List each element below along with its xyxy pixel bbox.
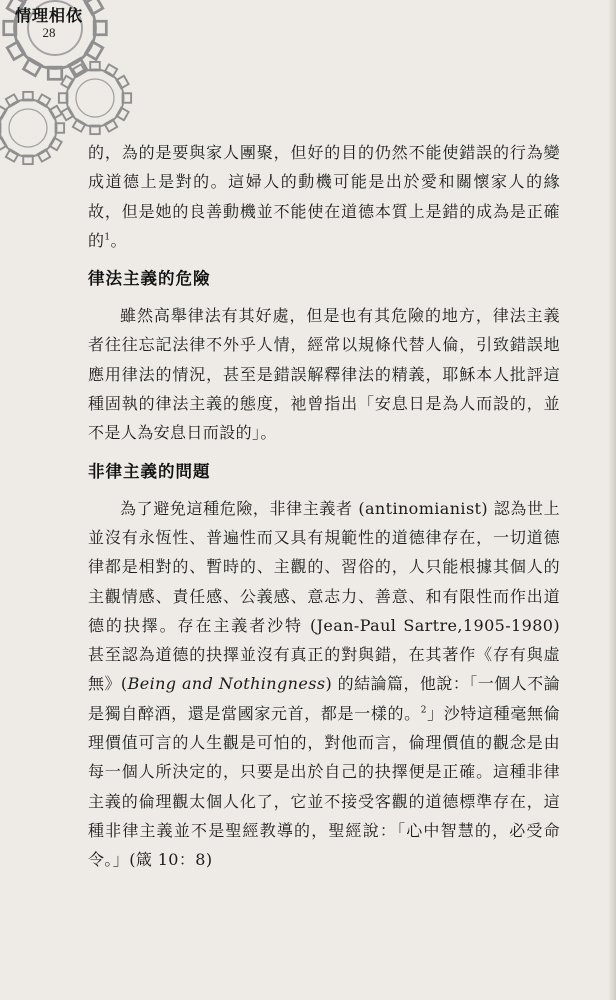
paragraph-antinomianism: [88, 494, 560, 875]
paragraph-text: 的，為的是要與家人團聚，但好的目的仍然不能使錯誤的行為變成道德上是對的。這婦人的動機可能是出於愛和關懷家人的緣故，但是她的良善動機並不能使在道德本質上是錯的成為是正確的: [88, 143, 560, 250]
book-title-italic: Being and Nothingness: [127, 674, 326, 694]
paragraph-text: ) 的結論篇，他說：「一個人不論是獨自醉酒，還是當國家元首，都是一樣的。: [88, 674, 560, 723]
footnote-ref: 1: [104, 232, 111, 243]
running-header: [8, 6, 90, 40]
page-number: 28: [42, 25, 56, 40]
paragraph-legalism: 雖然高舉律法有其好處，但是也有其危險的地方，律法主義者往往忘記法律不外乎人情，經常以規條代替人倫，引致錯誤地應用律法的情況，甚至是錯誤解釋律法的精義，耶穌本人批評這種固執的律法主義的態度，祂曾指出「安息日是為人而設的，並不是人為安息日而設的」。: [88, 306, 560, 443]
page-edge-shadow: [608, 0, 616, 1000]
paragraph-continued: [88, 138, 560, 255]
paragraph-text: 為了避免這種危險，非律主義者 (antinomianist) 認為世上並沒有永恆性、普遍性而又具有規範性的道德律存在，一切道德律都是相對的、暫時的、主觀的、習俗的，人只能根據其個人的主觀情感、責任感、公義感、意志力、善意、和有限性而作出道德的抉擇。存在主義者沙特 (Jean-Paul Sartre,1905-1980) 甚至認為道德的抉擇並沒有真正的對與錯，在其著作《存有與虛無》(: [88, 498, 560, 694]
paragraph-text: 。: [110, 230, 127, 250]
section-heading-legalism: 律法主義的危險: [88, 269, 211, 289]
section-heading-antinomianism: 非律主義的問題: [88, 461, 211, 481]
book-title: 情理相依: [14, 6, 83, 25]
paragraph-text: 」沙特這種毫無倫理價值可言的人生觀是可怕的，對他而言，倫理價值的觀念是由每一個人所決定的，只要是出於自己的抉擇便是正確。這種非律主義的倫理觀太個人化了，它並不接受客觀的道德標準存在，這種非律主義並不是聖經教導的，聖經說：「心中智慧的，必受命令。」(箴 10：8): [88, 703, 560, 870]
footnote-ref: 2: [420, 705, 427, 716]
page-body: [88, 138, 560, 875]
